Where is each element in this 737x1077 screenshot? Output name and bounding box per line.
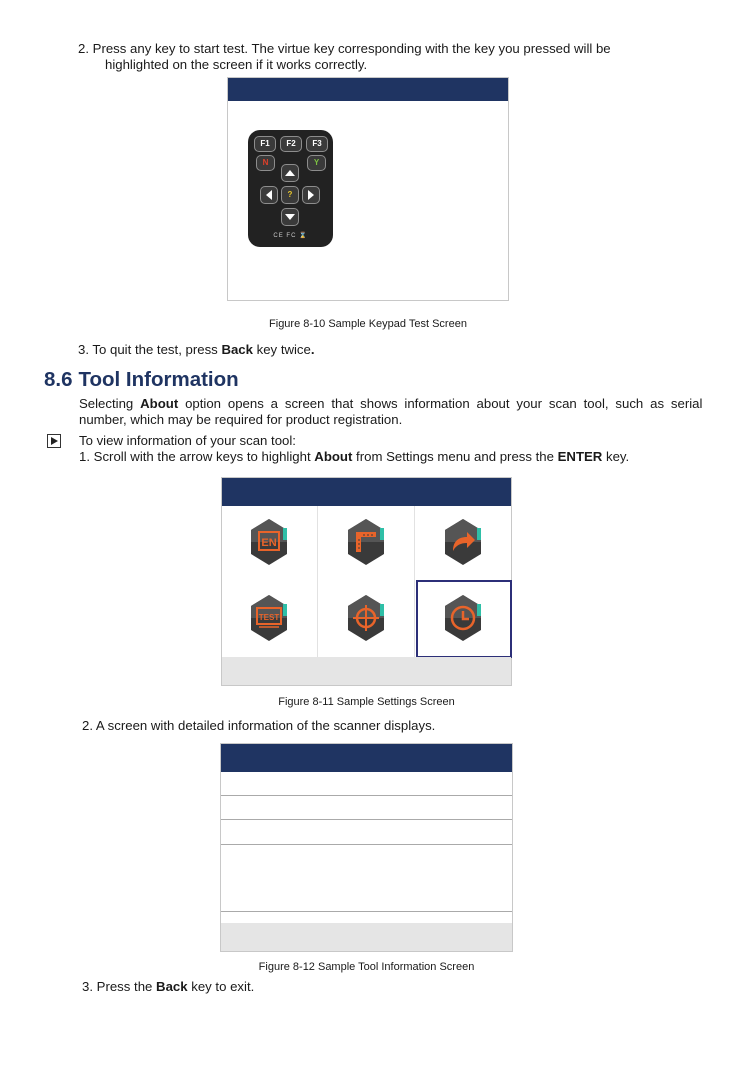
test-icon-label: TEST — [258, 613, 280, 622]
step2-line2: highlighted on the screen if it works correctly. — [105, 57, 368, 72]
settings-tile-language[interactable] — [222, 506, 318, 582]
key-left[interactable] — [260, 186, 278, 204]
step2b-text: 2. A screen with detailed information of the scanner displays. — [82, 718, 436, 733]
test-screen-icon — [249, 594, 289, 642]
certification-marks: CE FC ⌛ — [273, 233, 308, 239]
intro-line2: number, which may be required for product registration. — [79, 412, 403, 427]
screen-footer-bar — [221, 923, 512, 951]
procedure-arrow-icon — [47, 434, 61, 448]
settings-tile-update[interactable] — [416, 506, 512, 582]
screen-title-bar — [221, 744, 512, 772]
up-arrow-icon — [282, 165, 298, 181]
right-arrow-icon — [303, 187, 319, 203]
down-arrow-icon — [282, 209, 298, 225]
key-f3[interactable]: F3 — [306, 136, 328, 152]
language-icon — [249, 518, 289, 566]
language-icon-label: EN — [261, 537, 277, 549]
settings-tile-about-selected[interactable] — [416, 580, 512, 658]
share-arrow-icon — [443, 518, 483, 566]
step3-text: 3. To quit the test, press Back key twice. — [78, 342, 315, 357]
left-arrow-icon — [261, 187, 277, 203]
key-f1[interactable]: F1 — [254, 136, 276, 152]
screen-footer-bar — [222, 657, 511, 685]
key-f2[interactable]: F2 — [280, 136, 302, 152]
section-heading: 8.6 Tool Information — [44, 368, 239, 391]
caption-figure-8-11: Figure 8-11 Sample Settings Screen — [278, 696, 455, 708]
step3b-text: 3. Press the Back key to exit. — [82, 979, 255, 994]
keypad-image — [248, 130, 333, 247]
step1-text: 1. Scroll with the arrow keys to highlight About from Settings menu and press the ENTER key. — [79, 449, 630, 464]
settings-tile-unit[interactable] — [319, 506, 415, 582]
key-help[interactable]: ? — [281, 186, 299, 204]
target-icon — [346, 594, 386, 642]
key-up[interactable] — [281, 164, 299, 182]
info-row-divider — [221, 795, 512, 796]
keypad-test-screen — [227, 77, 509, 301]
about-clock-icon — [443, 594, 483, 642]
caption-figure-8-10: Figure 8-10 Sample Keypad Test Screen — [269, 318, 467, 330]
unit-measure-icon — [346, 518, 386, 566]
info-row-divider — [221, 819, 512, 820]
caption-figure-8-12: Figure 8-12 Sample Tool Information Screen — [258, 961, 475, 973]
settings-tile-test[interactable] — [222, 582, 318, 658]
info-row-divider — [221, 844, 512, 845]
key-y[interactable]: Y — [307, 155, 326, 171]
step2-line1: 2. Press any key to start test. The virtue key corresponding with the key you pressed will be — [78, 41, 611, 56]
key-n[interactable]: N — [256, 155, 275, 171]
view-info-text: To view information of your scan tool: — [79, 433, 296, 448]
key-right[interactable] — [302, 186, 320, 204]
settings-tile-target[interactable] — [319, 582, 415, 658]
tool-info-screen — [220, 743, 513, 952]
intro-line1: Selecting About option opens a screen that shows information about your scan tool, such as serial — [79, 396, 703, 411]
screen-title-bar — [222, 478, 511, 506]
settings-screen — [221, 477, 512, 686]
screen-title-bar — [228, 78, 508, 101]
key-down[interactable] — [281, 208, 299, 226]
info-row-divider — [221, 911, 512, 912]
